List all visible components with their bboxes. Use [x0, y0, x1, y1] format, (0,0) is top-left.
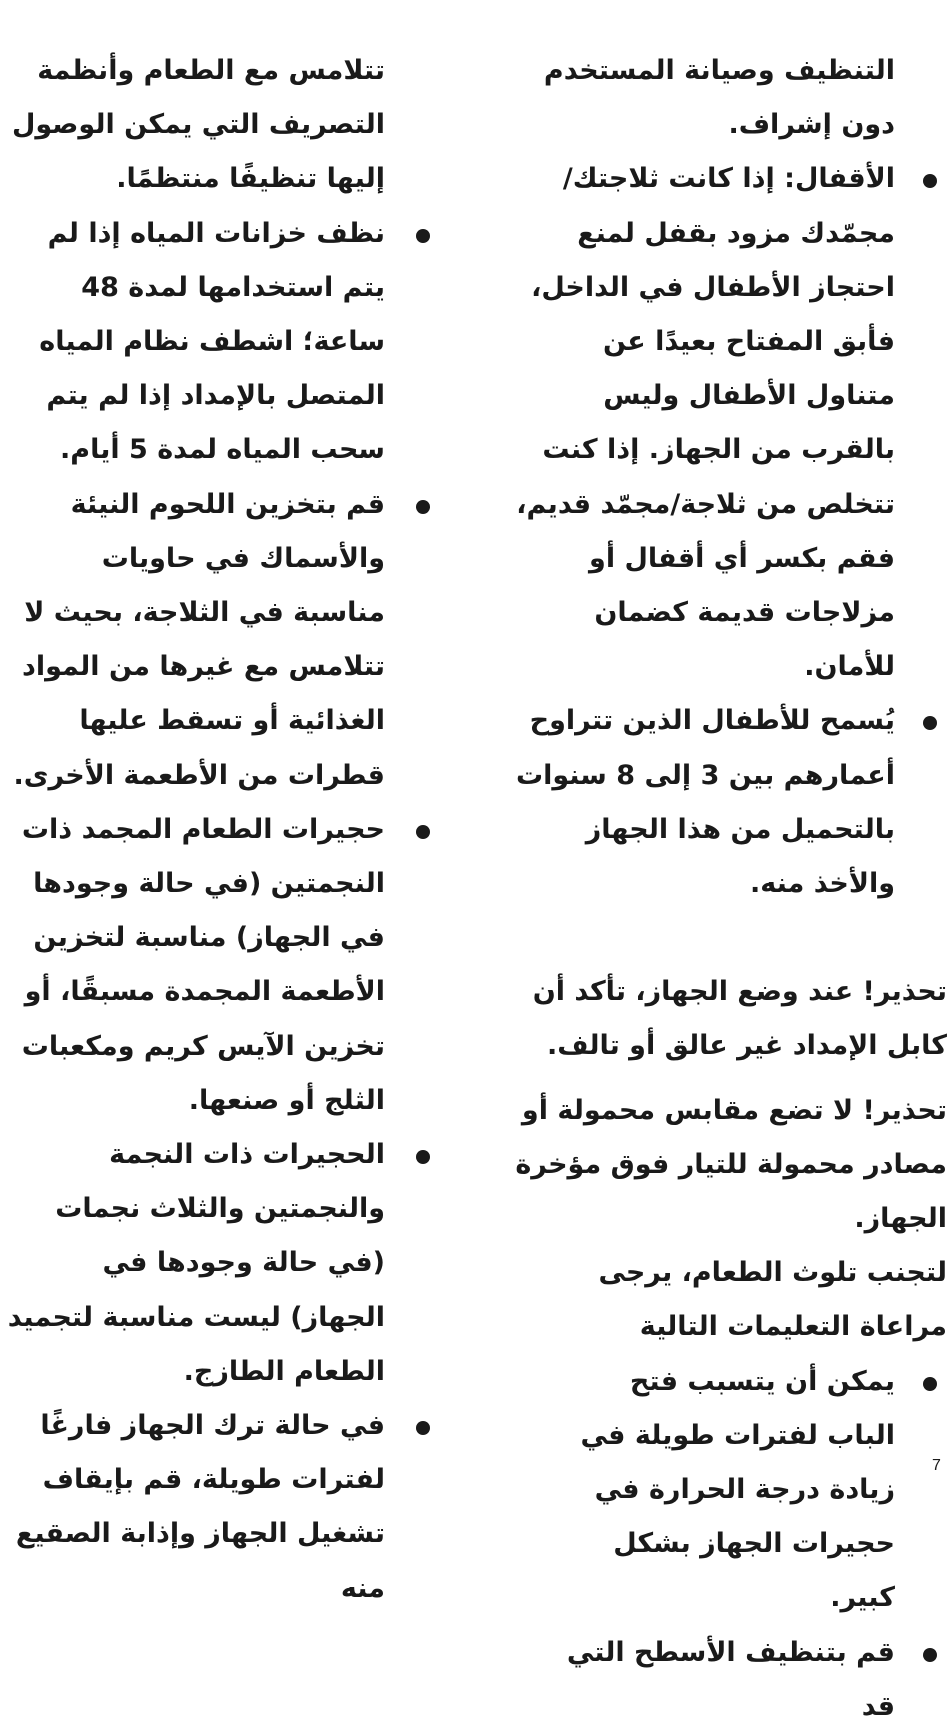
bullet-text: حجيرات الطعام المجمد ذات النجمتين (في حالة وجودها في الجهاز) مناسبة لتخزين الأطعمة المجمدة مسبقًا، أو تخزين الآيس كريم ومكعبات الثلج أو صنعها. [21, 813, 385, 1116]
bullet-item-empty [6, 1399, 440, 1616]
warning-sockets [512, 1084, 947, 1247]
bullet-text: الحجيرات ذات النجمة والنجمتين والثلاث نجمات (في حالة وجودها في الجهاز) ليست مناسبة لتجميد الطعام الطازج. [7, 1139, 385, 1387]
bullet-icon [416, 1150, 430, 1164]
bullet-icon [923, 174, 937, 188]
right-column [512, 44, 947, 1734]
bullet-item-meat [6, 478, 440, 803]
paragraph-text: لتجنب تلوث الطعام، يرجى مراعاة التعليمات التالية [598, 1257, 947, 1343]
bullet-item-door [560, 1355, 947, 1626]
bullet-item-clean [560, 1626, 947, 1734]
page-number: 7 [932, 1457, 941, 1474]
bullet-text: قم بتخزين اللحوم النيئة والأسماك في حاويات مناسبة في الثلاجة، بحيث لا تتلامس مع غيرها من المواد الغذائية أو تسقط عليها قطرات من الأطعمة الأخرى. [13, 488, 385, 791]
left-column [6, 44, 440, 1616]
bullet-text: يمكن أن يتسبب فتح الباب لفترات طويلة في زيادة درجة الحرارة في حجيرات الجهاز بشكل كبير. [580, 1365, 895, 1614]
continued-text [512, 44, 947, 152]
bullet-icon [923, 716, 937, 730]
paragraph-text: تتلامس مع الطعام وأنظمة التصريف التي يمكن الوصول إليها تنظيفًا منتظمًا. [11, 55, 385, 195]
warning-cable [512, 965, 947, 1073]
bullet-text: في حالة ترك الجهاز فارغًا لفترات طويلة، قم بإيقاف تشغيل الجهاز وإذابة الصقيع منه [15, 1410, 385, 1604]
warning-text: تحذير! عند وضع الجهاز، تأكد أن كابل الإمداد غير عالق أو تالف. [532, 976, 947, 1062]
bullet-text: يُسمح للأطفال الذين تتراوح أعمارهم بين 3 إلى 8 سنوات بالتحميل من هذا الجهاز والأخذ منه. [515, 705, 895, 900]
warning-text: تحذير! لا تضع مقابس محمولة أو مصادر محمولة للتيار فوق مؤخرة الجهاز. [515, 1094, 947, 1235]
bullet-text: قم بتنظيف الأسطح التي قد [566, 1636, 895, 1722]
continued-text [6, 44, 440, 207]
bullet-icon [923, 1377, 937, 1391]
bullet-item-two-star [6, 803, 440, 1128]
sub-list [560, 1355, 947, 1734]
bullet-item-star-compartments [6, 1128, 440, 1399]
paragraph-text: التنظيف وصيانة المستخدم دون إشراف. [543, 55, 895, 141]
bullet-item-children [512, 694, 947, 911]
bullet-icon [923, 1648, 937, 1662]
bullet-icon [416, 500, 430, 514]
bullet-icon [416, 229, 430, 243]
bullet-text: نظف خزانات المياه إذا لم يتم استخدامها لمدة 48 ساعة؛ اشطف نظام المياه المتصل بالإمداد إذا لم يتم سحب المياه لمدة 5 أيام. [39, 217, 385, 466]
bullet-icon [416, 1421, 430, 1435]
bullet-item-locks [512, 152, 947, 694]
bullet-item-water [6, 207, 440, 478]
bullet-text: الأقفال: إذا كانت ثلاجتك/مجمّدك مزود بقفل لمنع احتجاز الأطفال في الداخل، فأبق المفتاح بعيدًا عن متناول الأطفال وليس بالقرب من الجهاز. إذا كنت تتخلص من ثلاجة/مجمّد قديم، فقم بكسر أي أقفال أو مزلاجات قديمة كضمان للأمان. [516, 163, 895, 683]
intro-contamination [512, 1246, 947, 1354]
bullet-icon [416, 825, 430, 839]
